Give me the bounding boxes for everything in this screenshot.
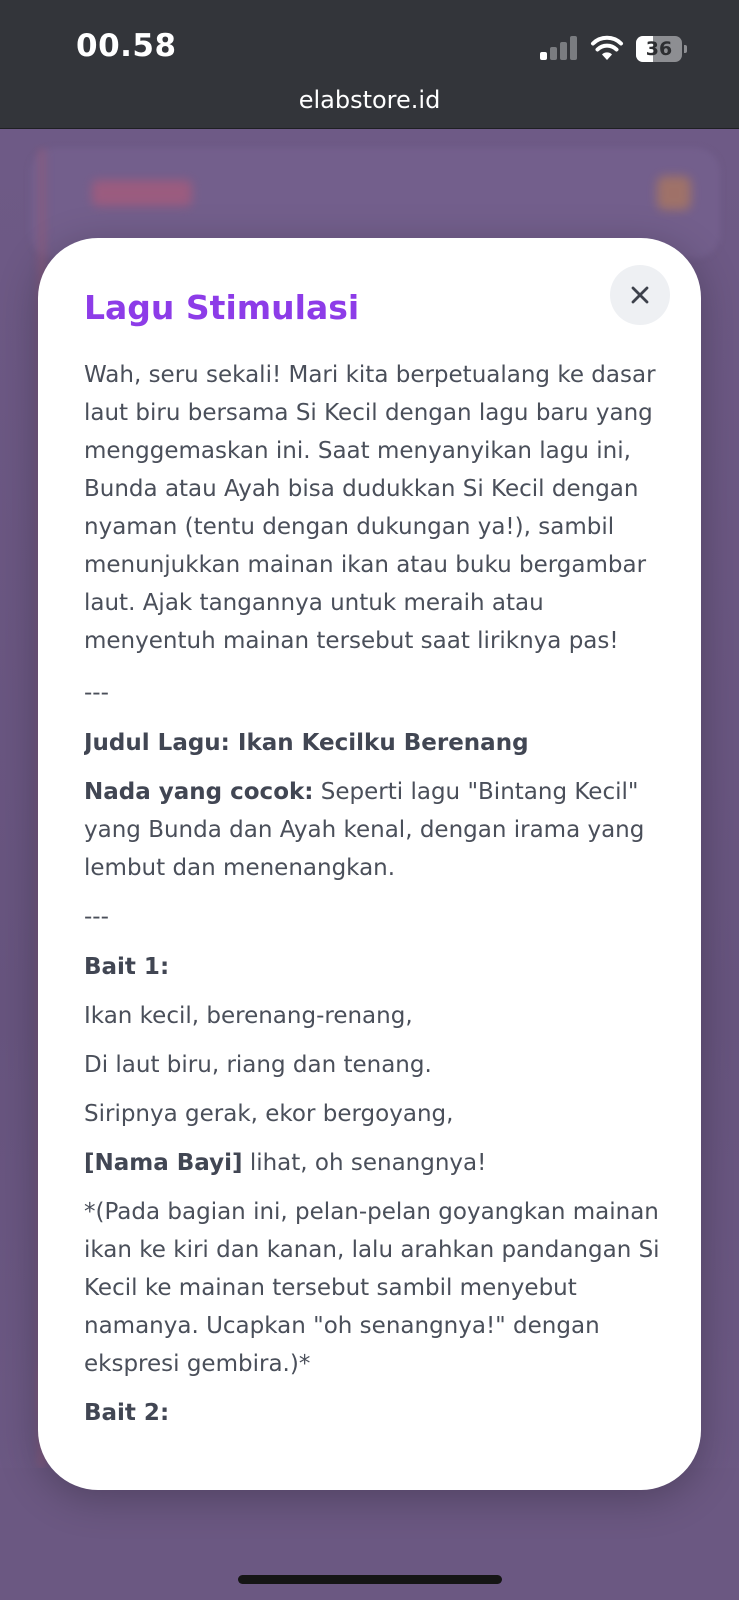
home-indicator <box>238 1575 502 1584</box>
status-bar <box>0 0 739 129</box>
tone-label: Nada yang cocok: <box>84 779 314 805</box>
signal-icon <box>540 36 578 60</box>
background-heading <box>92 180 192 206</box>
verse1-note: *(Pada bagian ini, pelan-pelan goyangkan mainan ikan ke kiri dan kanan, lalu arahkan pandangan Si Kecil ke mainan tersebut sambil menyebut namanya. Ucapkan "oh senangnya!" dengan ekspresi gembira.)* <box>84 1199 660 1377</box>
wifi-icon <box>590 34 624 62</box>
song-title-text: Judul Lagu: Ikan Kecilku Berenang <box>84 730 529 756</box>
tone-text: Seperti lagu "Bintang Kecil" yang Bunda dan Ayah kenal, dengan irama yang lembut dan menenangkan. <box>84 779 645 881</box>
verse1-heading <box>84 948 662 986</box>
status-time: 00.58 <box>76 28 177 64</box>
song-title <box>84 724 662 762</box>
tone-paragraph <box>84 773 662 887</box>
verse2-heading <box>84 1394 662 1432</box>
intro-paragraph: Wah, seru sekali! Mari kita berpetualang ke dasar laut biru bersama Si Kecil dengan lagu baru yang menggemaskan ini. Saat menyanyikan lagu ini, Bunda atau Ayah bisa dudukkan Si Kecil dengan nyaman (tentu dengan dukungan ya!), sambil menunjukkan mainan ikan atau buku bergambar laut. Ajak tangannya untuk meraih atau menyentuh mainan tersebut saat liriknya pas! <box>84 362 656 654</box>
battery-icon <box>636 36 686 62</box>
url-bar[interactable]: elabstore.id <box>298 86 441 114</box>
separator: --- <box>84 904 109 930</box>
verse1-line-rest: lihat, oh senangnya! <box>242 1150 487 1176</box>
separator: --- <box>84 680 109 706</box>
verse1-line: Ikan kecil, berenang-renang, <box>84 1003 413 1029</box>
verse1-line <box>84 1144 662 1182</box>
battery-percent: 36 <box>645 38 673 60</box>
modal-scroll-content[interactable] <box>84 286 662 1490</box>
verse2-heading-text: Bait 2: <box>84 1400 170 1426</box>
verse1-heading-text: Bait 1: <box>84 954 170 980</box>
background-edit-icon <box>657 176 691 210</box>
modal-body <box>84 356 662 1432</box>
verse1-line: Di laut biru, riang dan tenang. <box>84 1052 432 1078</box>
verse1-line: Siripnya gerak, ekor bergoyang, <box>84 1101 454 1127</box>
song-modal <box>38 238 701 1490</box>
baby-name-placeholder: [Nama Bayi] <box>84 1150 243 1176</box>
modal-title: Lagu Stimulasi <box>84 288 360 327</box>
